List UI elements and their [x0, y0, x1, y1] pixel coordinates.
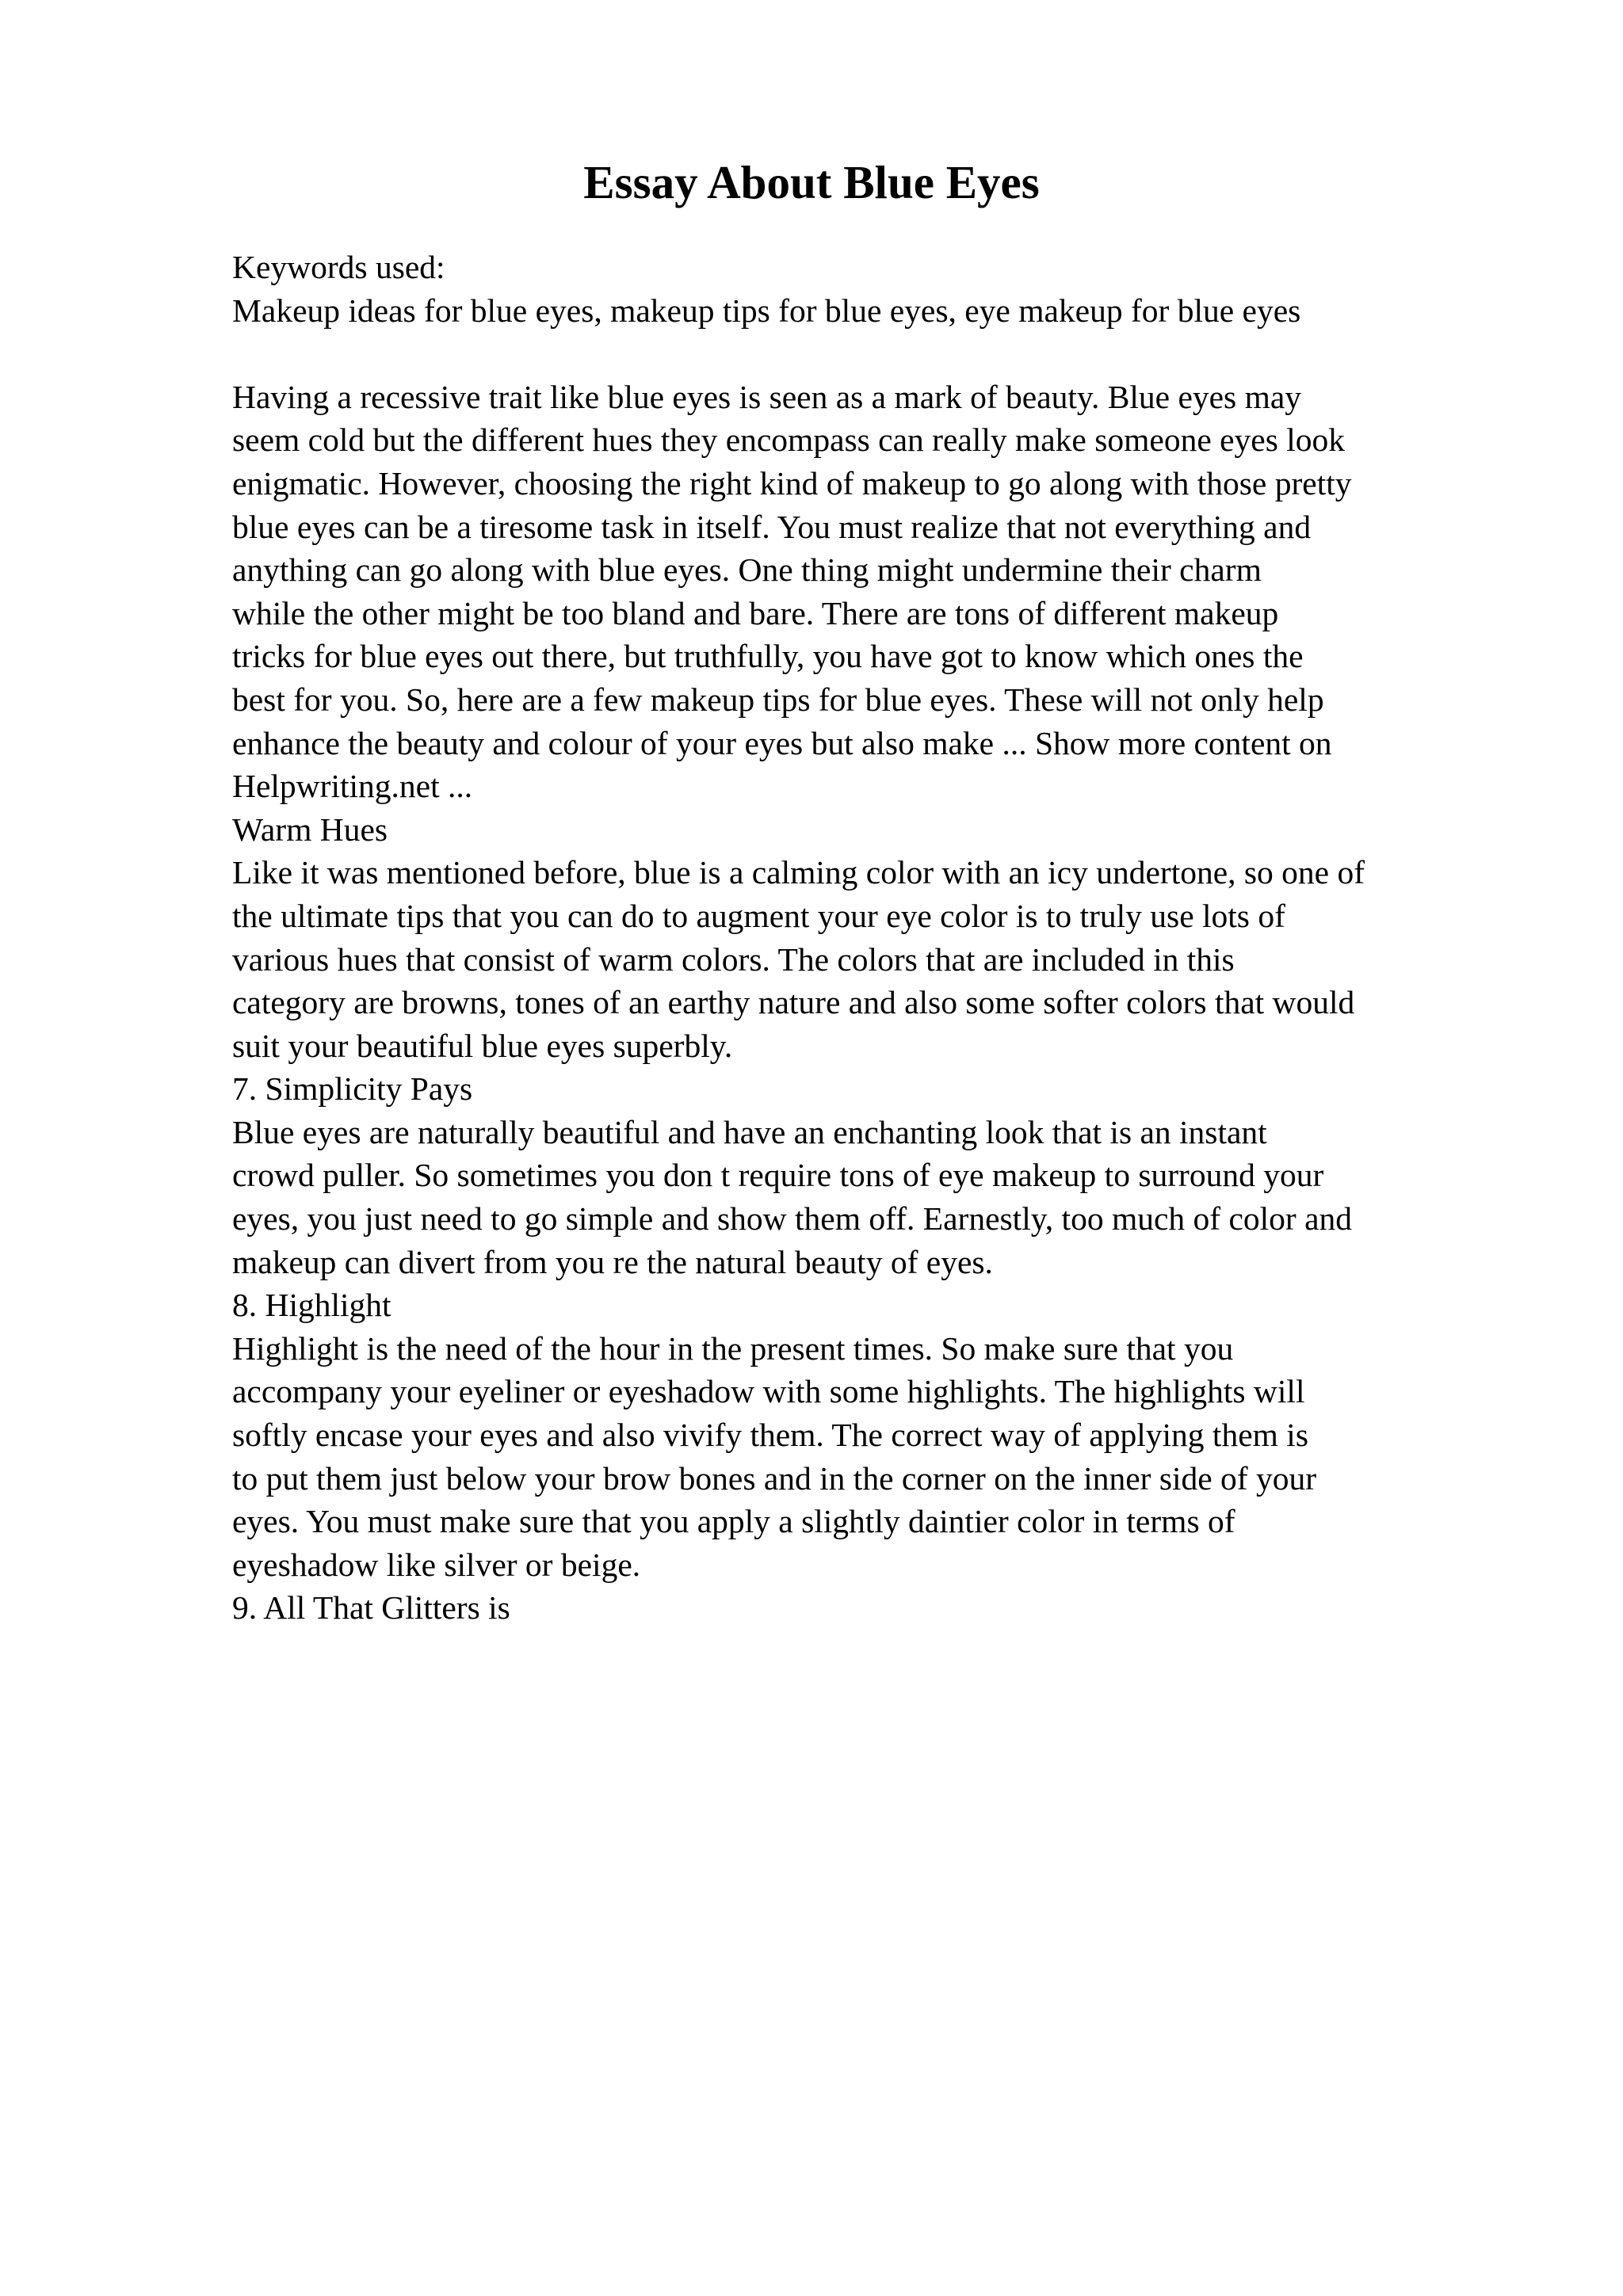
- keywords-list: Makeup ideas for blue eyes, makeup tips for blue eyes, eye makeup for blue eyes: [232, 292, 1301, 329]
- paragraph-line: Having a recessive trait like blue eyes is seen as a mark of beauty. Blue eyes may: [232, 378, 1302, 415]
- paragraph-line: enigmatic. However, choosing the right kind of makeup to go along with those pretty: [232, 464, 1352, 502]
- paragraph-line: eyes, you just need to go simple and show them off. Earnestly, too much of color and: [232, 1200, 1353, 1238]
- paragraph-line: Blue eyes are naturally beautiful and have an enchanting look that is an instant: [232, 1113, 1267, 1150]
- document-title: Essay About Blue Eyes: [583, 156, 1040, 208]
- paragraph-gap: [232, 332, 1532, 376]
- paragraph-line: Helpwriting.net ...: [232, 768, 473, 805]
- paragraph-line: tricks for blue eyes out there, but truthfully, you have got to know which ones the: [232, 638, 1304, 675]
- paragraph-line: Like it was mentioned before, blue is a calming color with an icy undertone, so one of: [232, 854, 1365, 891]
- paragraph-line: best for you. So, here are a few makeup tips for blue eyes. These will not only help: [232, 681, 1324, 718]
- section-all-that-glitters: [232, 1586, 1532, 1630]
- intro-paragraph: [232, 376, 1532, 808]
- paragraph-line: eyeshadow like silver or beige.: [232, 1546, 641, 1583]
- paragraph-line: to put them just below your brow bones and in the corner on the inner side of your: [232, 1459, 1317, 1497]
- paragraph-line: suit your beautiful blue eyes superbly.: [232, 1027, 733, 1064]
- paragraph-line: seem cold but the different hues they encompass can really make someone eyes look: [232, 421, 1346, 459]
- paragraph-line: various hues that consist of warm colors. The colors that are included in this: [232, 940, 1235, 978]
- section-simplicity-pays: [232, 1067, 1532, 1283]
- section-highlight: [232, 1283, 1532, 1586]
- paragraph-line: accompany your eyeliner or eyeshadow with some highlights. The highlights will: [232, 1373, 1305, 1410]
- paragraph-line: eyes. You must make sure that you apply a slightly daintier color in terms of: [232, 1503, 1235, 1540]
- paragraph-line: category are browns, tones of an earthy nature and also some softer colors that would: [232, 984, 1355, 1021]
- paragraph-line: softly encase your eyes and also vivify them. The correct way of applying them is: [232, 1417, 1308, 1454]
- section-heading: 7. Simplicity Pays: [232, 1070, 473, 1108]
- paragraph-line: blue eyes can be a tiresome task in itself. You must realize that not everything and: [232, 508, 1312, 545]
- document-body: [232, 246, 1532, 1630]
- paragraph-line: makeup can divert from you re the natural beauty of eyes.: [232, 1243, 993, 1280]
- paragraph-line: while the other might be too bland and bare. There are tons of different makeup: [232, 594, 1279, 631]
- section-heading: 9. All That Glitters is: [232, 1589, 510, 1627]
- section-heading: Warm Hues: [232, 810, 388, 848]
- keywords-label: Keywords used:: [232, 249, 445, 285]
- paragraph-line: enhance the beauty and colour of your eyes but also make ... Show more content on: [232, 724, 1332, 761]
- paragraph-line: Highlight is the need of the hour in the present times. So make sure that you: [232, 1329, 1234, 1367]
- paragraph-line: the ultimate tips that you can do to augment your eye color is to truly use lots of: [232, 897, 1285, 934]
- section-warm-hues: [232, 808, 1532, 1068]
- paragraph-line: anything can go along with blue eyes. One thing might undermine their charm: [232, 551, 1262, 589]
- paragraph-line: crowd puller. So sometimes you don t require tons of eye makeup to surround your: [232, 1157, 1324, 1194]
- section-heading: 8. Highlight: [232, 1287, 391, 1324]
